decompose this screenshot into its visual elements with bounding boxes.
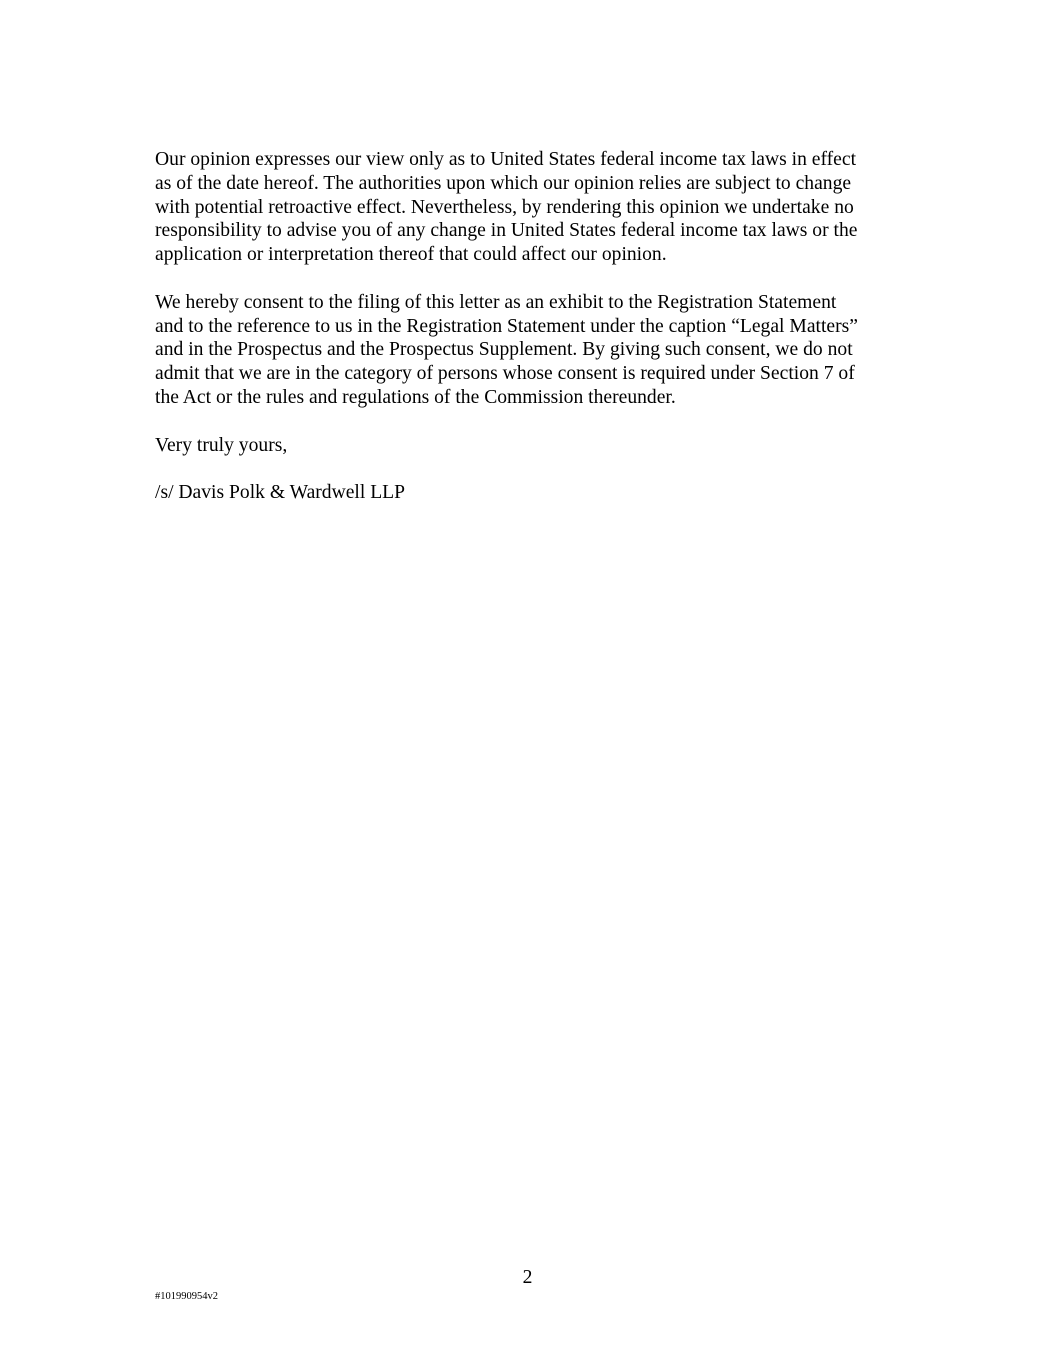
closing-salutation: Very truly yours, [155,434,288,456]
page-number: 2 [522,1267,533,1288]
tax-opinion-paragraph [155,148,915,267]
paragraph-line: Our opinion expresses our view only as to United States federal income tax laws in effect [155,149,857,170]
document-id: #101990954v2 [155,1291,218,1302]
signature-line: /s/ Davis Polk & Wardwell LLP [155,482,406,504]
paragraph-line: application or interpretation thereof that could affect our opinion. [155,244,667,266]
paragraph-line: responsibility to advise you of any change in United States federal income tax laws or the [155,220,858,242]
paragraph-line: as of the date hereof. The authorities upon which our opinion relies are subject to change [155,172,852,194]
paragraph-line: and to the reference to us in the Registration Statement under the caption “Legal Matters” [155,315,858,337]
paragraph-line: and in the Prospectus and the Prospectus Supplement. By giving such consent, we do not [155,339,853,361]
paragraph-line: the Act or the rules and regulations of the Commission thereunder. [155,386,676,408]
letter-body [155,148,915,529]
paragraph-line: We hereby consent to the filing of this letter as an exhibit to the Registration Statement [155,291,837,313]
paragraph-line: admit that we are in the category of persons whose consent is required under Section 7 of [155,363,855,385]
consent-paragraph [155,291,915,410]
paragraph-line: with potential retroactive effect. Nevertheless, by rendering this opinion we undertake no [155,196,854,218]
